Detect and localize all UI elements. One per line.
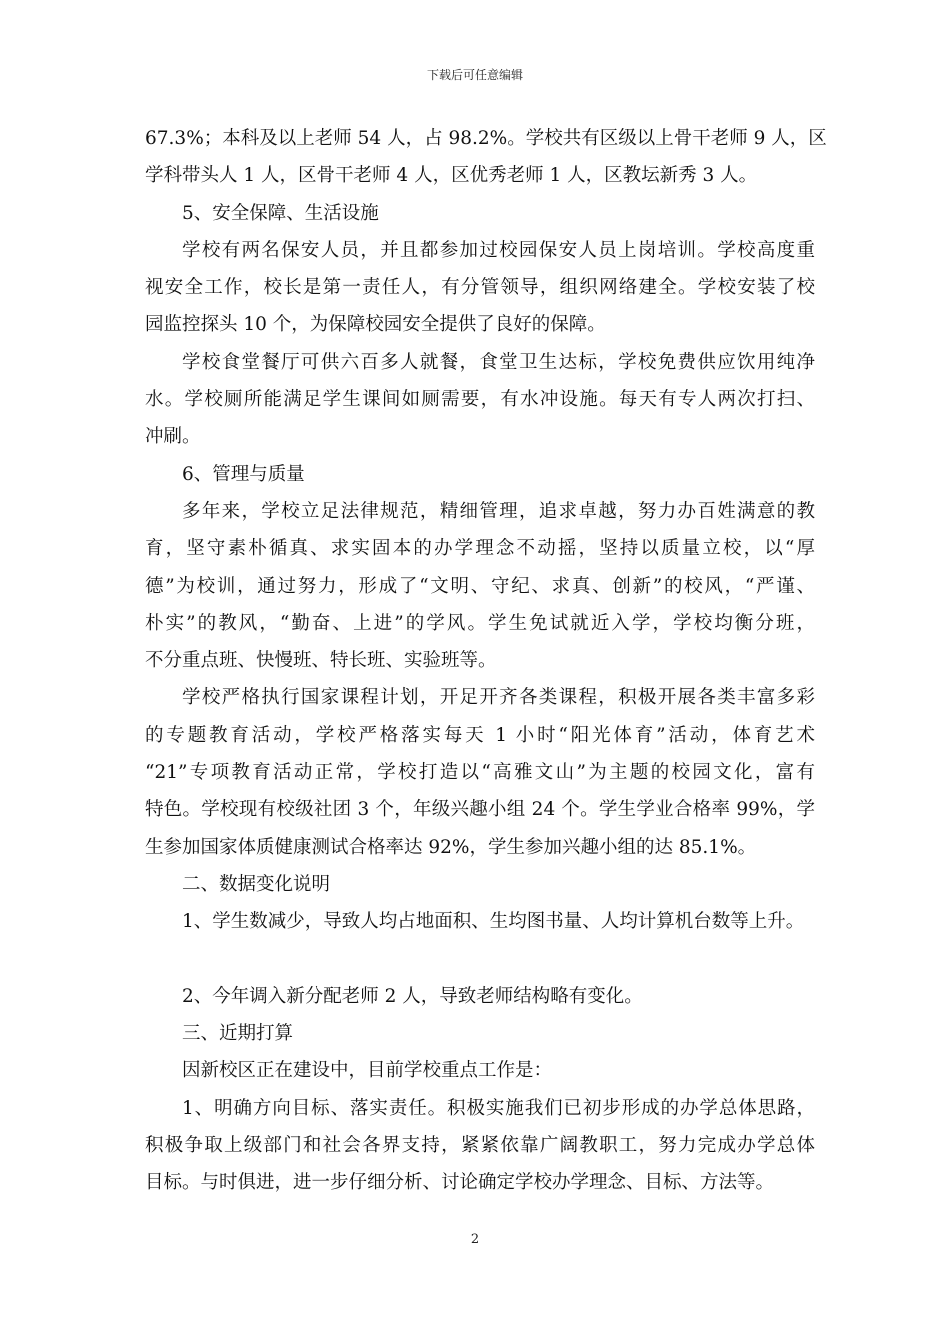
paragraph-line: 生参加国家体质健康测试合格率达 92%，学生参加兴趣小组的达 85.1%。 <box>145 836 757 858</box>
section-heading: 6、管理与质量 <box>182 463 305 485</box>
paragraph-line: 水。学校厕所能满足学生课间如厕需要，有水冲设施。每天有专人两次打扫、 <box>145 389 815 411</box>
paragraph-line: 积极争取上级部门和社会各界支持，紧紧依靠广阔教职工，努力完成办学总体 <box>145 1135 815 1157</box>
paragraph-line: 的专题教育活动，学校严格落实每天 1 小时“阳光体育”活动，体育艺术 <box>145 724 815 746</box>
section-heading: 5、安全保障、生活设施 <box>182 202 379 224</box>
paragraph-line: “21”专项教育活动正常，学校打造以“高雅文山”为主题的校园文化，富有 <box>145 762 815 784</box>
paragraph-line: 园监控探头 10 个，为保障校园安全提供了良好的保障。 <box>145 314 606 336</box>
paragraph-line: 学校严格执行国家课程计划，开足开齐各类课程，积极开展各类丰富多彩 <box>182 687 815 709</box>
paragraph-line: 2、今年调入新分配老师 2 人，导致老师结构略有变化。 <box>182 985 643 1007</box>
paragraph-line: 不分重点班、快慢班、特长班、实验班等。 <box>145 650 497 672</box>
paragraph-line: 学校食堂餐厅可供六百多人就餐，食堂卫生达标，学校免费供应饮用纯净 <box>182 351 815 373</box>
paragraph-line: 育，坚守素朴循真、求实固本的办学理念不动摇，坚持以质量立校，以“厚 <box>145 538 815 560</box>
paragraph-line: 冲刷。 <box>145 426 201 448</box>
section-heading: 三、近期打算 <box>182 1023 294 1045</box>
page-number: 2 <box>470 1232 480 1247</box>
blank-line <box>145 941 815 978</box>
paragraph-line: 德”为校训，通过努力，形成了“文明、守纪、求真、创新”的校风，“严谨、 <box>145 575 815 597</box>
paragraph-line: 视安全工作，校长是第一责任人，有分管领导，组织网络建全。学校安装了校 <box>145 277 815 299</box>
paragraph-line: 学校有两名保安人员，并且都参加过校园保安人员上岗培训。学校高度重 <box>182 239 815 261</box>
paragraph-line: 1、学生数减少，导致人均占地面积、生均图书量、人均计算机台数等上升。 <box>182 911 805 933</box>
paragraph-line: 67.3%；本科及以上老师 54 人，占 98.2%。学校共有区级以上骨干老师 9 人，区 <box>145 128 827 149</box>
page-header: 下载后可任意编辑 <box>426 68 523 82</box>
paragraph-line: 目标。与时俱进，进一步仔细分析、讨论确定学校办学理念、目标、方法等。 <box>145 1172 775 1194</box>
paragraph-line: 1、明确方向目标、落实责任。积极实施我们已初步形成的办学总体思路， <box>182 1097 815 1119</box>
paragraph-line: 多年来，学校立足法律规范，精细管理，追求卓越，努力办百姓满意的教 <box>182 500 815 522</box>
document-body <box>145 120 827 1202</box>
paragraph-line: 朴实”的教风，“勤奋、上进”的学风。学生免试就近入学，学校均衡分班， <box>145 612 815 634</box>
section-heading: 二、数据变化说明 <box>182 873 331 895</box>
paragraph-line: 特色。学校现有校级社团 3 个，年级兴趣小组 24 个。学生学业合格率 99%，学 <box>145 799 815 821</box>
paragraph-line: 因新校区正在建设中，目前学校重点工作是： <box>182 1060 553 1082</box>
paragraph-line: 学科带头人 1 人，区骨干老师 4 人，区优秀老师 1 人，区教坛新秀 3 人。 <box>145 165 758 187</box>
